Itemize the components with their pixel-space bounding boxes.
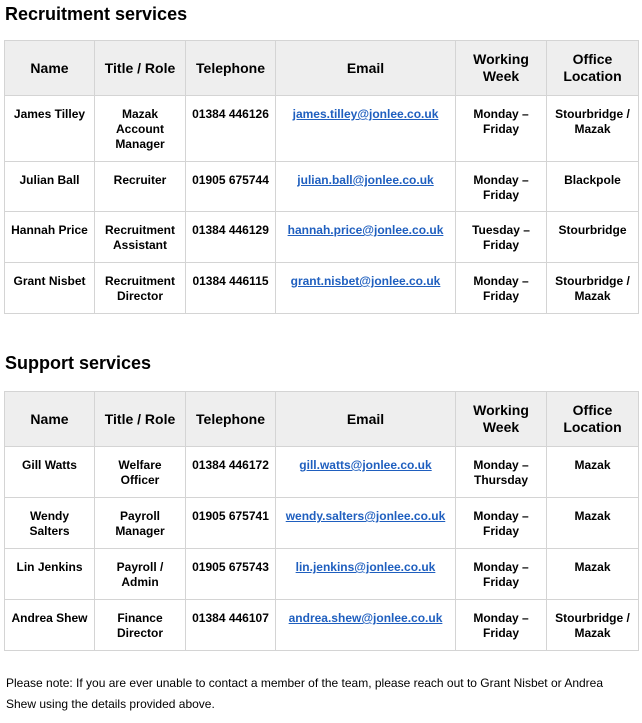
cell-office: Mazak	[547, 549, 639, 600]
email-link[interactable]: wendy.salters@jonlee.co.uk	[285, 509, 446, 523]
table-header-row	[5, 392, 639, 447]
cell-name: Lin Jenkins	[5, 549, 95, 600]
email-link[interactable]: andrea.shew@jonlee.co.uk	[288, 611, 443, 625]
cell-telephone: 01905 675743	[186, 549, 276, 600]
table-row	[5, 600, 639, 651]
recruitment-heading: Recruitment services	[5, 4, 188, 24]
cell-telephone: 01384 446115	[186, 263, 276, 314]
cell-telephone: 01384 446107	[186, 600, 276, 651]
cell-role: Payroll Manager	[95, 498, 186, 549]
cell-working-week: Monday – Friday	[456, 96, 547, 162]
cell-telephone: 01384 446126	[186, 96, 276, 162]
header-telephone: Telephone	[186, 392, 276, 447]
table-row	[5, 96, 639, 162]
header-role: Title / Role	[95, 392, 186, 447]
cell-working-week: Monday – Thursday	[456, 447, 547, 498]
cell-working-week: Monday – Friday	[456, 162, 547, 212]
cell-working-week: Monday – Friday	[456, 549, 547, 600]
cell-role: Mazak Account Manager	[95, 96, 186, 162]
table-row	[5, 212, 639, 263]
cell-telephone: 01384 446172	[186, 447, 276, 498]
cell-role: Payroll / Admin	[95, 549, 186, 600]
cell-role: Recruitment Director	[95, 263, 186, 314]
cell-name: Hannah Price	[5, 212, 95, 263]
table-row	[5, 549, 639, 600]
support-table	[4, 391, 639, 651]
cell-role: Welfare Officer	[95, 447, 186, 498]
cell-name: James Tilley	[5, 96, 95, 162]
cell-telephone: 01905 675744	[186, 162, 276, 212]
cell-name: Wendy Salters	[5, 498, 95, 549]
header-working-week: Working Week	[456, 41, 547, 96]
support-heading: Support services	[5, 353, 152, 373]
header-email: Email	[276, 41, 456, 96]
cell-name: Gill Watts	[5, 447, 95, 498]
email-link[interactable]: hannah.price@jonlee.co.uk	[287, 223, 444, 237]
cell-role: Recruiter	[95, 162, 186, 212]
cell-telephone: 01905 675741	[186, 498, 276, 549]
email-link[interactable]: grant.nisbet@jonlee.co.uk	[290, 274, 441, 288]
recruitment-table	[4, 40, 639, 314]
email-link[interactable]: lin.jenkins@jonlee.co.uk	[295, 560, 436, 574]
cell-email	[276, 212, 456, 263]
cell-name: Grant Nisbet	[5, 263, 95, 314]
cell-email	[276, 549, 456, 600]
contact-note: Please note: If you are ever unable to contact a member of the team, please reach out to Grant Nisbet or Andrea Shew using the details provided above.	[6, 676, 604, 711]
cell-email	[276, 600, 456, 651]
cell-email	[276, 498, 456, 549]
cell-email	[276, 447, 456, 498]
cell-office: Stourbridge / Mazak	[547, 96, 639, 162]
cell-working-week: Monday – Friday	[456, 498, 547, 549]
header-working-week: Working Week	[456, 392, 547, 447]
cell-email	[276, 96, 456, 162]
cell-role: Finance Director	[95, 600, 186, 651]
cell-office: Blackpole	[547, 162, 639, 212]
email-link[interactable]: gill.watts@jonlee.co.uk	[299, 458, 432, 472]
cell-working-week: Tuesday – Friday	[456, 212, 547, 263]
cell-office: Stourbridge	[547, 212, 639, 263]
table-row	[5, 263, 639, 314]
email-link[interactable]: julian.ball@jonlee.co.uk	[297, 173, 434, 187]
header-office-location: Office Location	[547, 41, 639, 96]
header-email: Email	[276, 392, 456, 447]
header-name: Name	[5, 392, 95, 447]
header-office-location: Office Location	[547, 392, 639, 447]
cell-office: Stourbridge / Mazak	[547, 600, 639, 651]
email-link[interactable]: james.tilley@jonlee.co.uk	[292, 107, 439, 121]
header-telephone: Telephone	[186, 41, 276, 96]
header-role: Title / Role	[95, 41, 186, 96]
table-row	[5, 447, 639, 498]
cell-name: Andrea Shew	[5, 600, 95, 651]
cell-office: Stourbridge / Mazak	[547, 263, 639, 314]
header-name: Name	[5, 41, 95, 96]
cell-working-week: Monday – Friday	[456, 263, 547, 314]
cell-office: Mazak	[547, 498, 639, 549]
cell-office: Mazak	[547, 447, 639, 498]
cell-name: Julian Ball	[5, 162, 95, 212]
table-header-row	[5, 41, 639, 96]
cell-email	[276, 263, 456, 314]
table-row	[5, 162, 639, 212]
cell-role: Recruitment Assistant	[95, 212, 186, 263]
table-row	[5, 498, 639, 549]
cell-telephone: 01384 446129	[186, 212, 276, 263]
cell-email	[276, 162, 456, 212]
cell-working-week: Monday – Friday	[456, 600, 547, 651]
